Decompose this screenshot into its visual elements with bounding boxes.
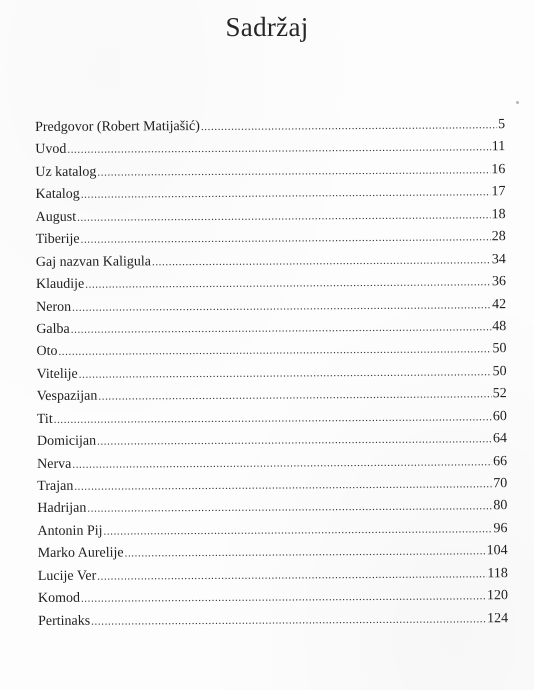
toc-entry [38,608,508,633]
toc-entry-title: August [35,209,77,225]
toc-entry-page-number: 17 [491,184,506,200]
toc-entry-title: Tit [36,411,53,427]
dot-leader [79,361,492,386]
dot-leader [85,271,491,296]
toc-entry-page-number: 34 [491,251,506,267]
toc-entry-title: Hadrijan [37,501,87,517]
toc-entry [37,361,507,386]
toc-entry-page-number: 104 [486,543,508,559]
dot-leader [74,473,492,498]
toc-entry-page-number: 118 [487,565,508,581]
toc-entry [37,496,507,521]
table-of-contents [35,114,508,633]
toc-entry-title: Vitelije [36,366,78,382]
dot-leader [54,406,492,431]
toc-entry-page-number: 52 [492,386,507,402]
toc-entry [36,338,506,363]
toc-entry [36,271,506,296]
toc-entry-title: Klaudije [35,276,85,293]
dot-leader [98,383,491,408]
toc-entry-page-number: 80 [493,498,508,514]
dot-leader [152,249,491,274]
toc-entry [37,383,507,408]
toc-entry-page-number: 124 [487,610,509,626]
toc-entry [37,428,507,453]
toc-entry [35,181,505,206]
dot-leader [67,137,491,162]
toc-entry [38,585,508,610]
dot-leader [125,541,486,566]
toc-entry-title: Gaj nazvan Kaligula [35,253,151,270]
dot-leader [91,608,486,633]
toc-entry-title: Predgovor (Robert Matijašić) [35,118,200,135]
toc-entry-page-number: 60 [492,408,507,424]
toc-entry-page-number: 42 [492,296,507,312]
toc-entry-page-number: 5 [498,117,506,133]
dot-leader [97,563,486,588]
toc-entry [37,406,507,431]
toc-entry-page-number: 48 [492,319,507,335]
toc-entry-title: Lucije Ver [37,568,97,584]
toc-entry-page-number: 66 [493,453,508,469]
toc-entry [38,563,508,588]
page-title: Sadržaj [225,12,309,42]
dot-leader [97,159,490,184]
toc-entry-title: Uvod [35,142,67,158]
toc-entry-title: Komod [37,590,80,607]
toc-entry-title: Nerva [37,456,72,472]
dot-leader [201,114,497,138]
dot-leader [58,339,491,364]
toc-entry-page-number: 96 [493,520,508,537]
toc-entry-title: Marko Aurelije [37,545,124,562]
toc-entry [38,540,508,565]
toc-entry-page-number: 18 [491,206,506,222]
toc-entry-page-number: 50 [492,341,507,357]
toc-entry [36,204,506,229]
toc-entry-title: Uz katalog [35,164,97,180]
toc-entry-title: Oto [36,344,58,360]
dot-leader [87,496,492,521]
dot-leader [81,585,486,610]
toc-entry-page-number: 70 [493,476,508,492]
toc-entry [37,473,507,498]
toc-entry [36,226,506,251]
dot-leader [97,428,492,453]
dot-leader [81,226,491,251]
toc-entry [35,137,505,162]
toc-entry-title: Neron [36,299,72,315]
toc-entry-page-number: 50 [492,363,507,380]
toc-entry-title: Galba [36,321,70,337]
toc-entry-page-number: 120 [486,588,508,604]
dot-leader [77,204,491,229]
toc-entry [36,316,506,341]
toc-entry-title: Pertinaks [38,613,91,629]
toc-entry-page-number: 64 [492,431,508,447]
toc-entry-title: Trajan [37,478,74,494]
dot-leader [72,294,491,319]
paper-speck [516,101,519,104]
dot-leader [72,451,492,476]
toc-entry-page-number: 11 [491,139,506,155]
toc-entry [36,294,506,319]
dot-leader [103,518,492,543]
toc-entry-title: Vespazijan [36,388,98,405]
toc-entry-page-number: 36 [491,274,507,290]
toc-entry [37,451,507,476]
toc-entry-title: Katalog [35,187,80,203]
toc-entry [35,114,505,139]
toc-entry [37,518,507,543]
dot-leader [71,316,492,341]
toc-entry-title: Tiberije [35,231,80,248]
toc-entry-page-number: 16 [491,162,506,178]
toc-entry [35,159,505,184]
toc-entry-page-number: 28 [491,229,506,245]
toc-entry-title: Antonin Pij [37,523,103,539]
toc-entry [36,249,506,274]
dot-leader [81,182,491,207]
toc-entry-title: Domicijan [36,433,97,450]
